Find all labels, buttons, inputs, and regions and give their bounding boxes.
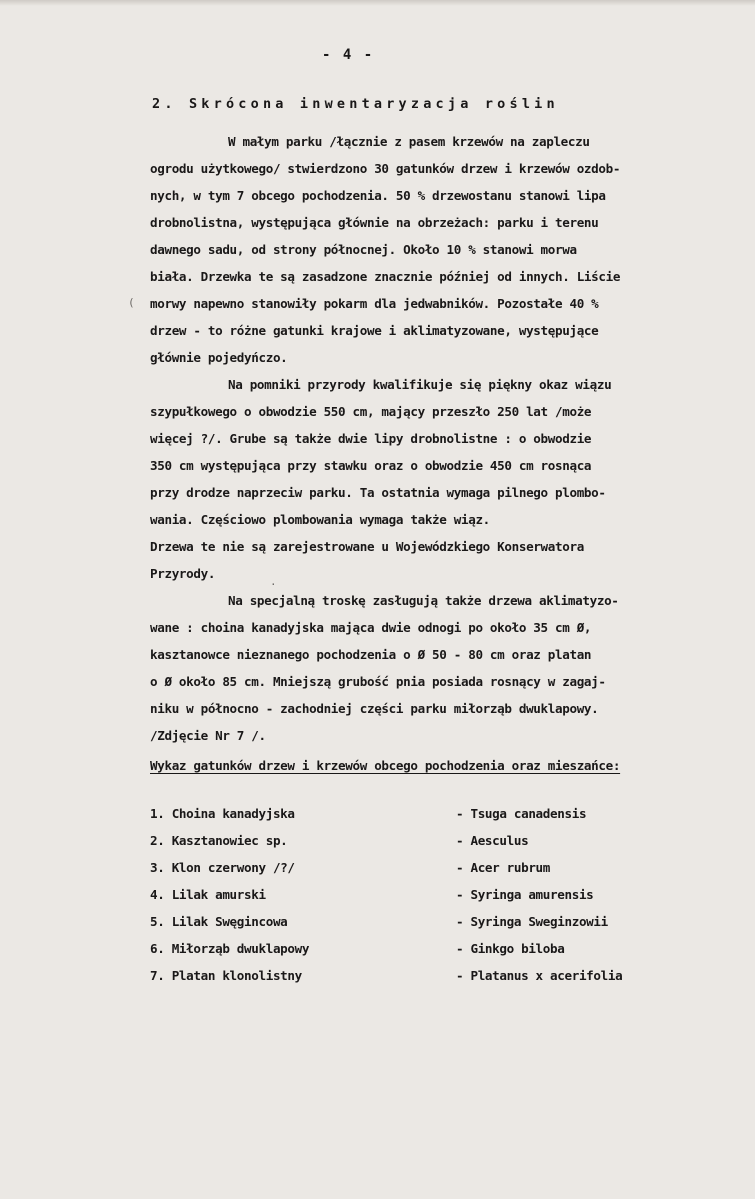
species-latin: - Syringa amurensis bbox=[456, 887, 594, 902]
body-line: Na pomniki przyrody kwalifikuje się piękny okaz wiązu bbox=[228, 377, 612, 392]
species-name: 3. Klon czerwony /?/ bbox=[150, 860, 295, 875]
body-line: Przyrody. bbox=[150, 566, 216, 581]
body-line: więcej ?/. Grube są także dwie lipy drobnolistne : o obwodzie bbox=[150, 431, 592, 446]
body-line: drzew - to różne gatunki krajowe i aklimatyzowane, występujące bbox=[150, 323, 599, 338]
species-latin: - Tsuga canadensis bbox=[456, 806, 587, 821]
species-latin: - Ginkgo biloba bbox=[456, 941, 565, 956]
section-heading: 2. Skrócona inwentaryzacja roślin bbox=[152, 96, 559, 112]
body-line: kasztanowce nieznanego pochodzenia o Ø 50 - 80 cm oraz platan bbox=[150, 647, 592, 662]
body-line: o Ø około 85 cm. Mniejszą grubość pnia posiada rosnący w zagaj- bbox=[150, 674, 606, 689]
species-name: 2. Kasztanowiec sp. bbox=[150, 833, 288, 848]
species-name: 7. Platan klonolistny bbox=[150, 968, 302, 983]
body-line: 350 cm występująca przy stawku oraz o obwodzie 450 cm rosnąca bbox=[150, 458, 592, 473]
body-line: przy drodze naprzeciw parku. Ta ostatnia wymaga pilnego plombo- bbox=[150, 485, 606, 500]
list-heading: Wykaz gatunków drzew i krzewów obcego pochodzenia oraz mieszańce: bbox=[150, 758, 621, 773]
body-line: morwy napewno stanowiły pokarm dla jedwabników. Pozostałe 40 % bbox=[150, 296, 599, 311]
species-name: 4. Lilak amurski bbox=[150, 887, 266, 902]
paper-speck-mark: . bbox=[270, 575, 277, 588]
paper-speck-mark: ( bbox=[128, 296, 135, 309]
body-line: ogrodu użytkowego/ stwierdzono 30 gatunków drzew i krzewów ozdob- bbox=[150, 161, 621, 176]
page-number: - 4 - bbox=[322, 47, 375, 63]
body-line: Drzewa te nie są zarejestrowane u Wojewódzkiego Konserwatora bbox=[150, 539, 584, 554]
body-line: wania. Częściowo plombowania wymaga także wiąz. bbox=[150, 512, 490, 527]
body-line: biała. Drzewka te są zasadzone znacznie później od innych. Liście bbox=[150, 269, 621, 284]
body-line: /Zdjęcie Nr 7 /. bbox=[150, 728, 266, 743]
body-line: głównie pojedyńczo. bbox=[150, 350, 288, 365]
species-name: 6. Miłorząb dwuklapowy bbox=[150, 941, 310, 956]
species-name: 1. Choina kanadyjska bbox=[150, 806, 295, 821]
body-line: Na specjalną troskę zasługują także drzewa aklimatyzo- bbox=[228, 593, 619, 608]
body-line: niku w północno - zachodniej części parku miłorząb dwuklapowy. bbox=[150, 701, 599, 716]
body-line: drobnolistna, występująca głównie na obrzeżach: parku i terenu bbox=[150, 215, 599, 230]
body-line: nych, w tym 7 obcego pochodzenia. 50 % drzewostanu stanowi lipa bbox=[150, 188, 606, 203]
species-latin: - Syringa Sweginzowii bbox=[456, 914, 608, 929]
species-latin: - Platanus x acerifolia bbox=[456, 968, 623, 983]
species-latin: - Acer rubrum bbox=[456, 860, 551, 875]
body-line: wane : choina kanadyjska mająca dwie odnogi po około 35 cm Ø, bbox=[150, 620, 592, 635]
species-latin: - Aesculus bbox=[456, 833, 529, 848]
body-line: dawnego sadu, od strony północnej. Około 10 % stanowi morwa bbox=[150, 242, 577, 257]
body-line: W małym parku /łącznie z pasem krzewów na zapleczu bbox=[228, 134, 590, 149]
species-name: 5. Lilak Swęgincowa bbox=[150, 914, 288, 929]
body-line: szypułkowego o obwodzie 550 cm, mający przeszło 250 lat /może bbox=[150, 404, 592, 419]
